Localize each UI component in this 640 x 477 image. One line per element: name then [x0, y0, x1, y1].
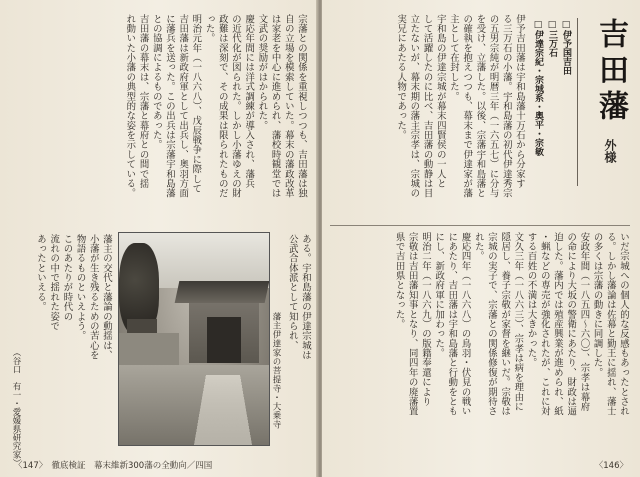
right-lower-text-line: 慶応四年（一八六八）の鳥羽・伏見の戦い	[459, 232, 471, 417]
right-lower-text-line: 隠居し、養子宗敬が家督を継いだ。宗敬は	[499, 232, 511, 417]
left-page	[0, 0, 318, 477]
left-lower-left-text-line: このあたりが時代の	[61, 234, 73, 322]
right-lower-text-line: れた。	[472, 232, 484, 262]
left-upper-text-line: との協調によるものであった。	[150, 14, 162, 150]
left-upper-text-line: の近代化が図られた。しかし小藩ゆえの財	[229, 14, 241, 199]
right-lower-text-line: にし、新政府軍に加わった。	[433, 232, 445, 358]
right-upper-text-line: の確執を抱えつつも、幕末まで伊達家が藩	[461, 14, 473, 199]
right-lower-text-line: る。しかし藩論は佐幕と勤王に揺れ、藩士	[604, 232, 616, 417]
right-upper-text-line: 伊予吉田藩は宇和島藩十万石から分家す	[514, 14, 525, 189]
right-lower-text-line: 迫した。藩内では殖産興業が進められ、紙	[551, 232, 563, 417]
left-lower-left-text-line: 藩主の交代と藩論の動揺は、	[101, 234, 112, 360]
right-lower-text-line: にあたり、吉田藩は宇和島藩と行動をとも	[446, 232, 458, 417]
right-lower-text-line: の多くは宗藩の動きに同調した。	[591, 232, 603, 378]
right-lower-text-line: する百姓の不満は大きかった。	[525, 232, 537, 368]
right-upper-text-line: る三万石の小藩。宇和島藩の初代伊達秀宗	[500, 14, 512, 199]
left-upper-text-line: 明治元年（一八六八）、戊辰戦争に際して	[190, 14, 202, 194]
right-upper-text-line: 主として在封した。	[447, 14, 459, 102]
right-upper-text-line: して活躍したのに比べ、吉田藩の動静は目	[421, 14, 433, 199]
left-upper-text-line: に藩兵を送った。この出兵は宗藩宇和島藩	[163, 14, 175, 199]
left-upper-text-line: った。	[203, 14, 215, 44]
info-line-2: □三万石	[547, 20, 557, 57]
left-folio: 〈147〉 徹底検証 幕末維新300藩の全動向／四国	[14, 461, 213, 471]
info-line-1: □伊予国吉田	[561, 20, 571, 75]
right-lower-text-line: 文久三年（一八六三）、宗孝は病を理由に	[512, 232, 524, 412]
title-block	[577, 18, 630, 186]
left-upper-text-line: 吉田藩の幕末は、宗藩と幕府との間で揺	[137, 14, 149, 189]
page-title: 吉田藩	[593, 18, 628, 126]
right-lower-text-line: いだ宗城への個人的な反感もあったとされ	[618, 232, 629, 417]
left-upper-text-line: 慶応年間には洋式調練が導入され、藩兵	[243, 14, 255, 189]
left-lower-mid-text	[284, 234, 312, 444]
left-upper-text-line: れ動いた小藩の典型的な姿を示している。	[124, 14, 136, 199]
left-upper-text-line: 文武の奨励がはかられた。	[256, 14, 268, 131]
temple-photo	[118, 232, 270, 446]
left-lower-left-text-line: 物語るものといえよう。	[74, 234, 86, 341]
right-folio: 〈146〉	[594, 461, 628, 471]
right-upper-text	[330, 14, 526, 220]
left-lower-mid-text-line: 公武合体派として知られ、	[286, 234, 298, 351]
right-lower-text-line: ・蝋などの専売が強化されたが、これに対	[538, 232, 550, 417]
left-upper-text-line: 吉田藩は新政府軍として出兵し、奥羽方面	[177, 14, 189, 199]
right-upper-text-line: 宇和島の伊達宗城が幕末四賢侯の一人と	[434, 14, 446, 189]
left-upper-text-line: 自の立場を模索していた。幕末の藩政改革	[282, 14, 294, 199]
right-upper-text-line: の五男宗純が明暦三年（一六五七）に分与	[487, 14, 499, 199]
right-upper-text-line: を受け、立藩した。以後、宗藩宇和島藩と	[474, 14, 486, 199]
left-upper-text	[8, 14, 308, 220]
left-lower-left-text-line: あったといえる。	[34, 234, 46, 312]
left-upper-text-line: は家老を中心に進められ、藩校時観堂では	[269, 14, 281, 199]
author-credit: （谷口 有一・愛媛県研究家）	[11, 348, 21, 467]
right-lower-text-line: の命により大坂の警衛にあたり、財政は逼	[565, 232, 577, 417]
left-upper-text-line: 政難は深刻で、その成果は限られたものだ	[216, 14, 228, 199]
photo-caption: 藩主伊達家の菩提寺・大乗寺	[271, 312, 281, 429]
left-lower-left-text-line: 流れの中で揺れた姿で	[48, 234, 60, 331]
title-type: 外様	[603, 139, 617, 164]
right-lower-text	[330, 232, 630, 444]
right-upper-text-line: 立たないが、幕末期の藩主宗孝は、宗城の	[408, 14, 420, 199]
right-lower-text-line: 明治二年（一八六九）の版籍奉還により	[419, 232, 431, 407]
left-lower-left-text-line: 小藩が生き残るための苦心を	[87, 234, 99, 360]
left-lower-mid-text-line: ある。宇和島藩の伊達宗城は	[300, 234, 311, 360]
info-line-3: □伊達宗紀・宗城系・奥平・宗敏	[533, 20, 543, 156]
left-lower-left-text	[8, 234, 113, 444]
section-divider	[330, 225, 630, 226]
left-upper-text-line: 宗藩との関係を重視しつつも、吉田藩は独	[296, 14, 307, 199]
right-upper-text-line: 実兄にあたる人物であった。	[395, 14, 407, 140]
right-page	[322, 0, 640, 477]
right-lower-text-line: 県で吉田県となった。	[393, 232, 405, 329]
right-lower-text-line: 宗敬は吉田藩知事となり、同四年の廃藩置	[406, 232, 418, 417]
right-lower-text-line: 安政年間（一八五四〜六〇）、宗孝は幕府	[578, 232, 590, 412]
right-lower-text-line: 宗城の実子で、宗藩との関係修復が期待さ	[485, 232, 497, 417]
